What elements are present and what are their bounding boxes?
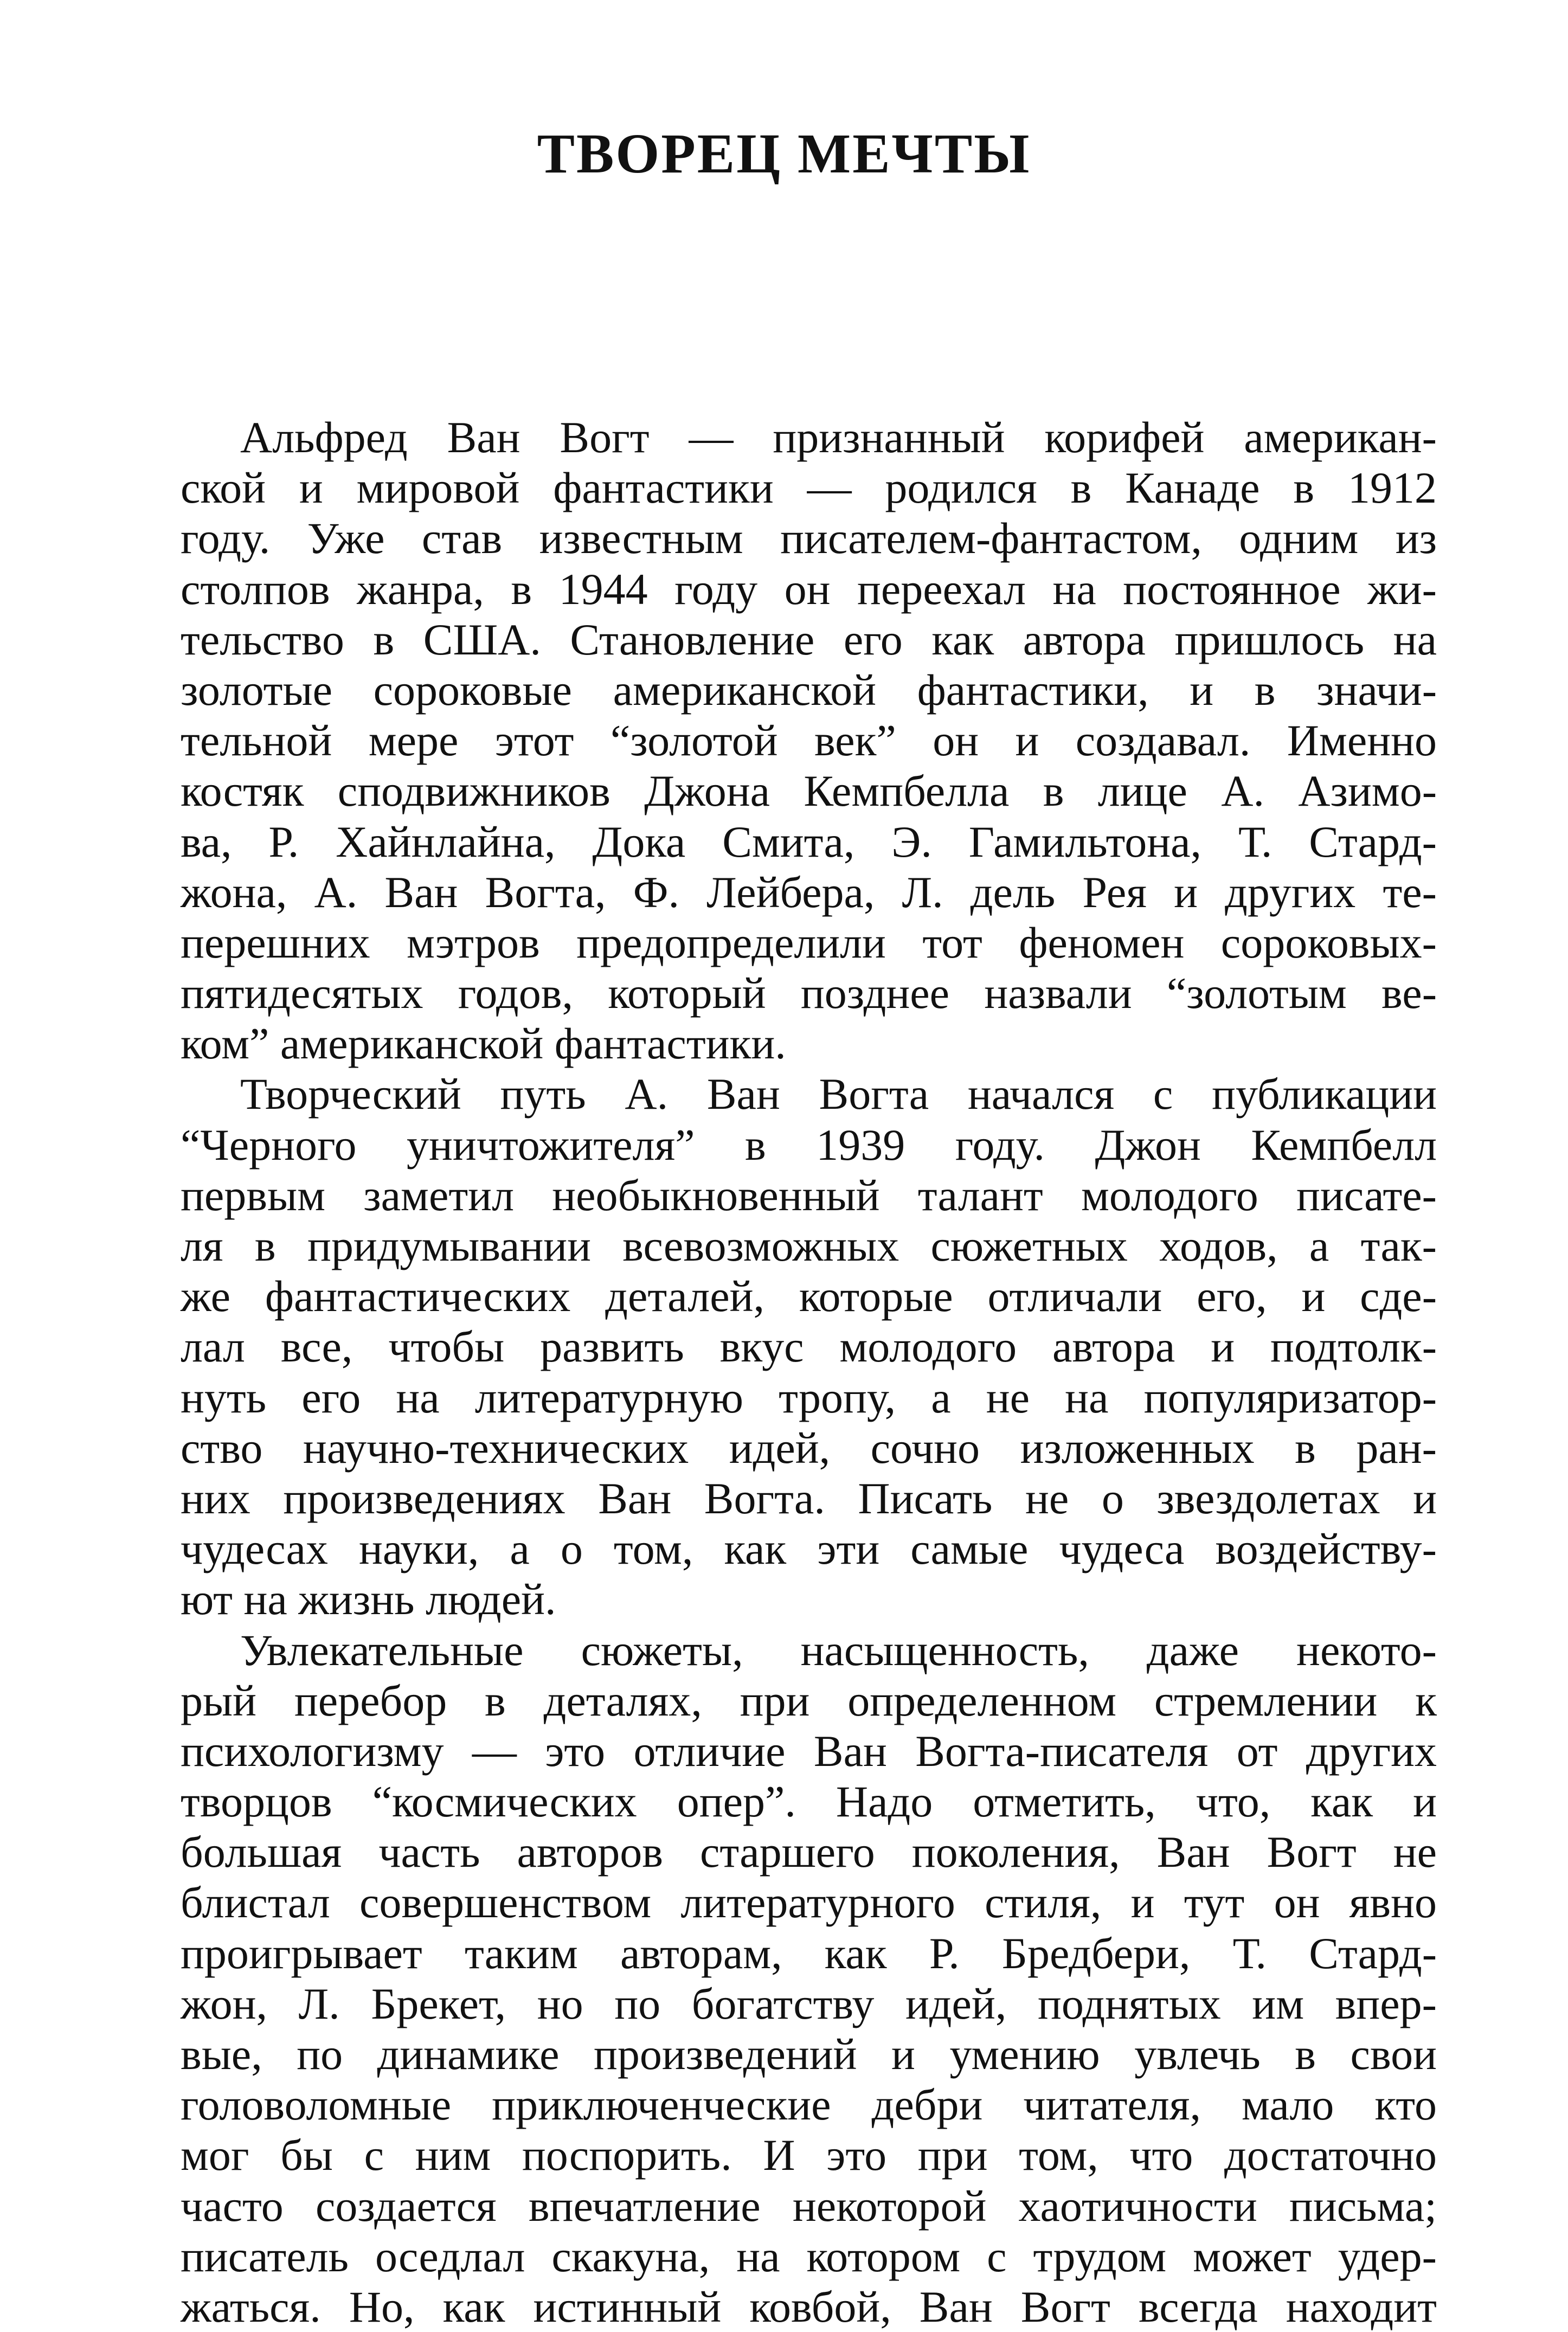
body-text [181,412,1437,2332]
text-line: творцов “космических опер”. Надо отметить, что, как и [181,1776,1437,1827]
text-line: психологизму — это отличие Ван Вогта-писателя от других [181,1726,1437,1776]
text-line: чудесах науки, а о том, как эти самые чудеса воздейству- [181,1524,1437,1574]
text-line: блистал совершенством литературного стиля, и тут он явно [181,1877,1437,1928]
text-line: рый перебор в деталях, при определенном стремлении к [181,1675,1437,1726]
text-line: ют на жизнь людей. [181,1574,1437,1624]
text-line: году. Уже став известным писателем-фантастом, одним из [181,513,1437,563]
text-line: тельной мере этот “золотой век” он и создавал. Именно [181,715,1437,766]
text-line: жаться. Но, как истинный ковбой, Ван Вогт всегда находит [181,2282,1437,2332]
text-line: них произведениях Ван Вогта. Писать не о звездолетах и [181,1473,1437,1524]
text-line: головоломные приключенческие дебри читателя, мало кто [181,2079,1437,2130]
chapter-title: ТВОРЕЦ МЕЧТЫ [0,116,1568,192]
text-line: ля в придумывании всевозможных сюжетных ходов, а так- [181,1220,1437,1271]
text-line: перешних мэтров предопределили тот феномен сороковых- [181,917,1437,968]
text-line: золотые сороковые американской фантастики, и в значи- [181,665,1437,715]
text-line: мог бы с ним поспорить. И это при том, что достаточно [181,2130,1437,2180]
text-line: Увлекательные сюжеты, насыщенность, даже некото- [181,1625,1437,1675]
text-line: пятидесятых годов, который позднее назвали “золотым ве- [181,968,1437,1018]
text-line: вые, по динамике произведений и умению увлечь в свои [181,2029,1437,2079]
text-line: нуть его на литературную тропу, а не на популяризатор- [181,1372,1437,1423]
text-line: костяк сподвижников Джона Кемпбелла в лице А. Азимо- [181,766,1437,816]
text-line: первым заметил необыкновенный талант молодого писате- [181,1170,1437,1220]
text-line: Альфред Ван Вогт — признанный корифей американ- [181,412,1437,462]
paragraph-3 [181,1625,1437,2332]
text-line: ской и мировой фантастики — родился в Канаде в 1912 [181,462,1437,513]
text-line: тельство в США. Становление его как автора пришлось на [181,614,1437,665]
text-line: ство научно-технических идей, сочно изложенных в ран- [181,1423,1437,1473]
text-line: писатель оседлал скакуна, на котором с трудом может удер- [181,2231,1437,2282]
text-line: “Черного уничтожителя” в 1939 году. Джон Кемпбелл [181,1120,1437,1170]
text-line: часто создается впечатление некоторой хаотичности письма; [181,2181,1437,2231]
text-line: Творческий путь А. Ван Вогта начался с публикации [181,1069,1437,1119]
paragraph-2 [181,1069,1437,1624]
text-line: проигрывает таким авторам, как Р. Бредбери, Т. Стард- [181,1928,1437,1978]
text-line: ва, Р. Хайнлайна, Дока Смита, Э. Гамильтона, Т. Стард- [181,817,1437,867]
text-line: жона, А. Ван Вогта, Ф. Лейбера, Л. дель Рея и других те- [181,867,1437,917]
text-line: же фантастических деталей, которые отличали его, и сде- [181,1271,1437,1321]
text-line: ком” американской фантастики. [181,1018,1437,1069]
text-line: жон, Л. Брекет, но по богатству идей, поднятых им впер- [181,1978,1437,2029]
text-line: столпов жанра, в 1944 году он переехал на постоянное жи- [181,564,1437,614]
text-line: лал все, чтобы развить вкус молодого автора и подтолк- [181,1321,1437,1372]
text-line: большая часть авторов старшего поколения, Ван Вогт не [181,1827,1437,1877]
paragraph-1 [181,412,1437,1069]
